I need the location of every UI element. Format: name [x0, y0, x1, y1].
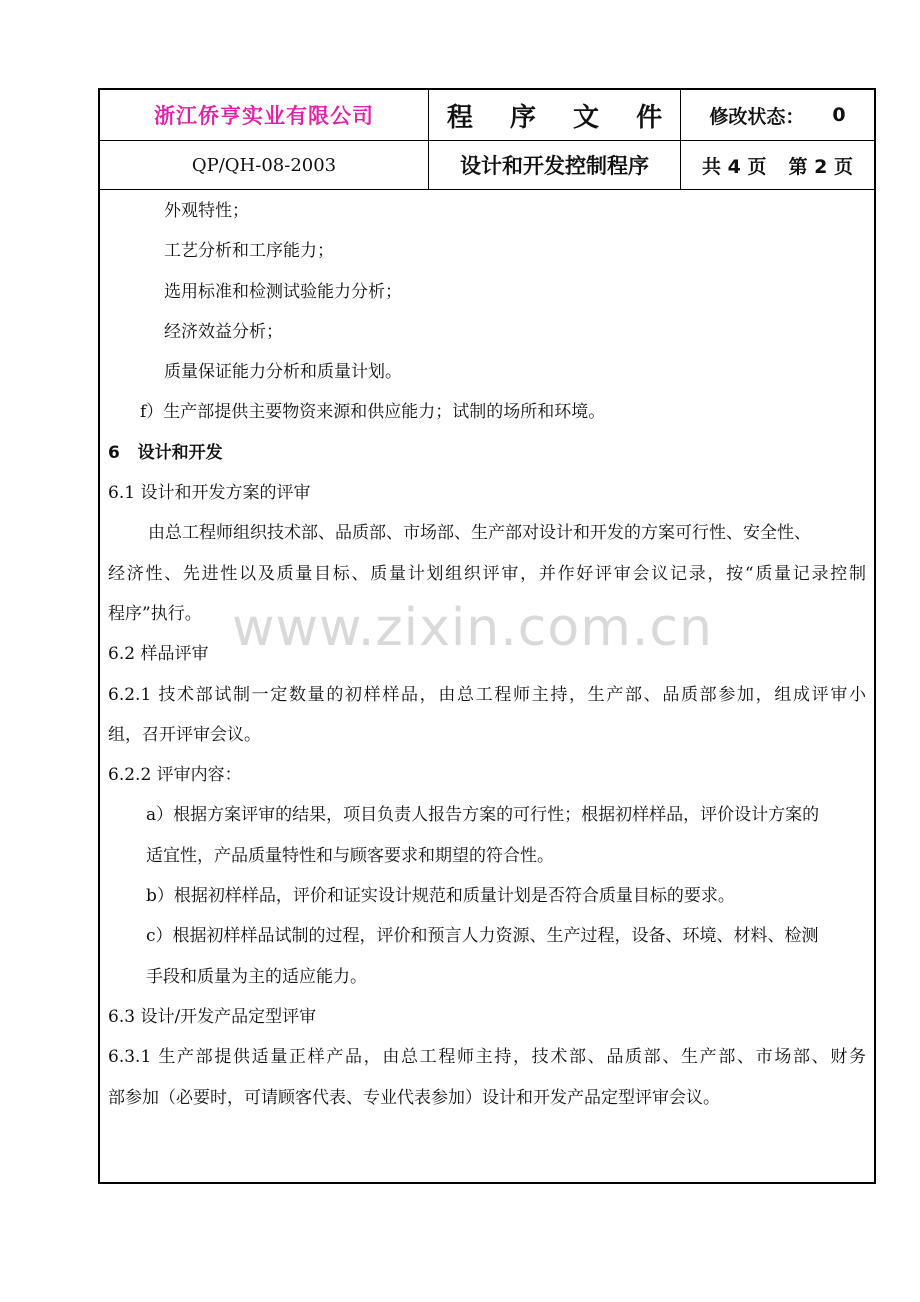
watermark-text: www.zixin.com.cn [232, 598, 713, 658]
body-line: 适宜性，产品质量特性和与顾客要求和期望的符合性。 [146, 845, 554, 866]
section-heading: 6 设计和开发 [108, 442, 223, 463]
subsection-heading: 6.2 样品评审 [108, 644, 209, 665]
body-line: 程序”执行。 [108, 603, 202, 624]
revision-cell [681, 90, 874, 140]
revision-value: 0 [832, 104, 846, 126]
procedure-title: 设计和开发控制程序 [460, 154, 649, 178]
body-line: 经济效益分析； [164, 321, 283, 342]
body-line: 6.2.1 技术部试制一定数量的初样样品，由总工程师主持，生产部、品质部参加，组成评审小 [108, 684, 866, 705]
doc-number-cell [100, 141, 429, 189]
company-name: 浙江侨亨实业有限公司 [154, 104, 374, 128]
doc-type-title: 程 序 文 件 [446, 102, 677, 133]
body-line: b）根据初样样品，评价和证实设计规范和质量计划是否符合质量目标的要求。 [146, 886, 735, 907]
body-line: 由总工程师组织技术部、品质部、市场部、生产部对设计和开发的方案可行性、安全性、 [148, 523, 811, 544]
revision-label: 修改状态： [709, 105, 805, 128]
body-line: f）生产部提供主要物资来源和供应能力；试制的场所和环境。 [140, 402, 606, 423]
header-row-2 [100, 141, 874, 190]
procedure-title-cell [429, 141, 681, 189]
page-number: 第 2 页 [788, 155, 853, 178]
body-line: 手段和质量为主的适应能力。 [146, 966, 367, 987]
company-cell [100, 90, 429, 140]
body-line: 部参加（必要时，可请顾客代表、专业代表参加）设计和开发产品定型评审会议。 [108, 1087, 720, 1108]
page-info-cell [681, 141, 874, 189]
subsection-heading: 6.1 设计和开发方案的评审 [108, 483, 311, 504]
body-line: 质量保证能力分析和质量计划。 [164, 362, 402, 383]
body-line: 工艺分析和工序能力； [164, 241, 334, 262]
body-line: 6.3.1 生产部提供适量正样产品，由总工程师主持，技术部、品质部、生产部、市场部、财务 [108, 1047, 866, 1068]
body-line: 6.2.2 评审内容： [108, 765, 242, 786]
total-pages: 共 4 页 [702, 155, 767, 178]
body-line: a）根据方案评审的结果，项目负责人报告方案的可行性；根据初样样品，评价设计方案的 [146, 805, 820, 826]
header-row-1 [100, 90, 874, 141]
body-line: c）根据初样样品试制的过程，评价和预言人力资源、生产过程，设备、环境、材料、检测 [146, 926, 819, 947]
document-body [100, 191, 874, 1118]
body-line: 外观特性； [164, 201, 249, 221]
doc-type-cell [429, 90, 681, 140]
doc-number: QP/QH-08-2003 [191, 154, 337, 176]
body-line: 组，召开评审会议。 [108, 724, 261, 745]
subsection-heading: 6.3 设计/开发产品定型评审 [108, 1006, 317, 1027]
document-frame [98, 88, 876, 1184]
body-line: 经济性、先进性以及质量目标、质量计划组织评审，并作好评审会议记录，按“质量记录控制 [108, 563, 866, 584]
body-line: 选用标准和检测试验能力分析； [164, 281, 402, 302]
